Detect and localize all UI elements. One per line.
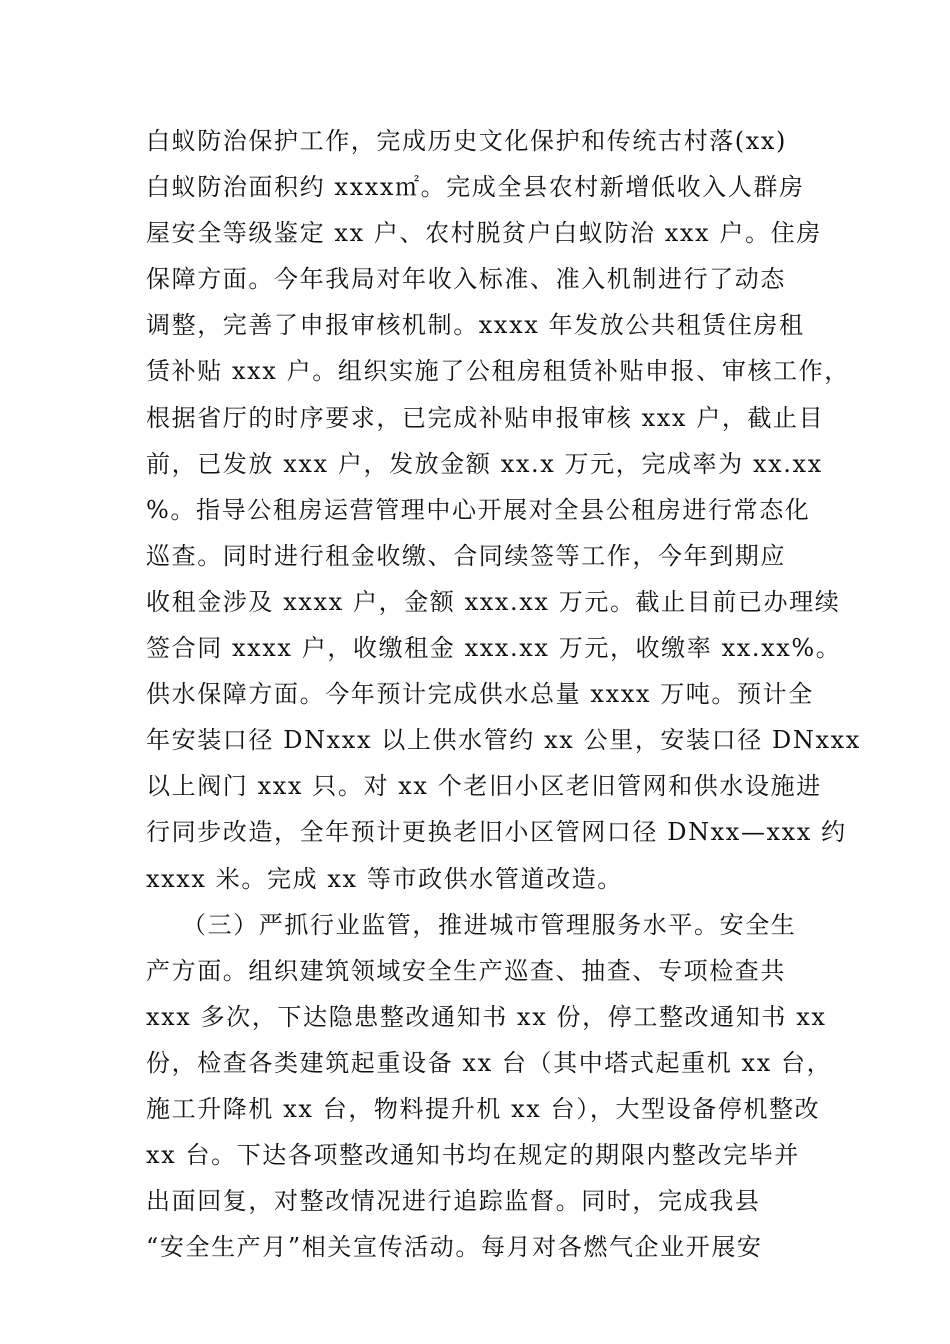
text-line: 收租金涉及 xxxx 户，金额 xxx.xx 万元。截止目前已办理续 bbox=[146, 587, 841, 616]
text-line: 白蚁防治面积约 xxxx㎡。完成全县农村新增低收入人群房 bbox=[146, 173, 805, 202]
text-line: 年安装口径 DNxxx 以上供水管约 xx 公里，安装口径 DNxxx bbox=[146, 726, 861, 755]
text-line: 出面回复，对整改情况进行追踪监督。同时，完成我县 bbox=[146, 1187, 761, 1216]
text-line: 签合同 xxxx 户，收缴租金 xxx.xx 万元，收缴率 xx.xx%。 bbox=[146, 634, 842, 663]
text-line: 白蚁防治保护工作，完成历史文化保护和传统古村落(xx) bbox=[146, 127, 787, 155]
section-heading-line: （三）严抓行业监管，推进城市管理服务水平。安全生 bbox=[182, 910, 797, 939]
text-line: xx 台。下达各项整改通知书均在规定的期限内整改完毕并 bbox=[146, 1141, 800, 1170]
text-line: 赁补贴 xxx 户。组织实施了公租房租赁补贴申报、审核工作， bbox=[146, 357, 850, 386]
text-line: “安全生产月”相关宣传活动。每月对各燃气企业开展安 bbox=[146, 1233, 763, 1262]
text-line: 屋安全等级鉴定 xx 户、农村脱贫户白蚁防治 xxx 户。住房 bbox=[146, 219, 822, 248]
text-line: xxx 多次，下达隐患整改通知书 xx 份，停工整改通知书 xx bbox=[146, 1002, 827, 1031]
text-line: 份，检查各类建筑起重设备 xx 台（其中塔式起重机 xx 台， bbox=[146, 1048, 833, 1077]
text-line: 保障方面。今年我局对年收入标准、准入机制进行了动态 bbox=[146, 265, 786, 294]
text-line: 施工升降机 xx 台，物料提升机 xx 台），大型设备停机整改 bbox=[146, 1094, 821, 1123]
text-line: 以上阀门 xxx 只。对 xx 个老旧小区老旧管网和供水设施进 bbox=[146, 772, 822, 801]
text-line: %。指导公租房运营管理中心开展对全县公租房进行常态化 bbox=[146, 495, 811, 524]
text-line: 供水保障方面。今年预计完成供水总量 xxxx 万吨。预计全 bbox=[146, 680, 814, 709]
text-line: 行同步改造，全年预计更换老旧小区管网口径 DNxx—xxx 约 bbox=[146, 818, 847, 847]
text-line: 前，已发放 xxx 户，发放金额 xx.x 万元，完成率为 xx.xx bbox=[146, 449, 823, 478]
text-line: 根据省厅的时序要求，已完成补贴申报审核 xxx 户，截止目 bbox=[146, 403, 825, 432]
text-line: 产方面。组织建筑领域安全生产巡查、抽查、专项检查共 bbox=[146, 956, 786, 985]
text-line: 巡查。同时进行租金收缴、合同续签等工作，今年到期应 bbox=[146, 541, 786, 570]
text-line: xxxx 米。完成 xx 等市政供水管道改造。 bbox=[146, 864, 623, 893]
body-text bbox=[146, 118, 861, 1270]
text-line: 调整，完善了申报审核机制。xxxx 年发放公共租赁住房租 bbox=[146, 311, 805, 340]
